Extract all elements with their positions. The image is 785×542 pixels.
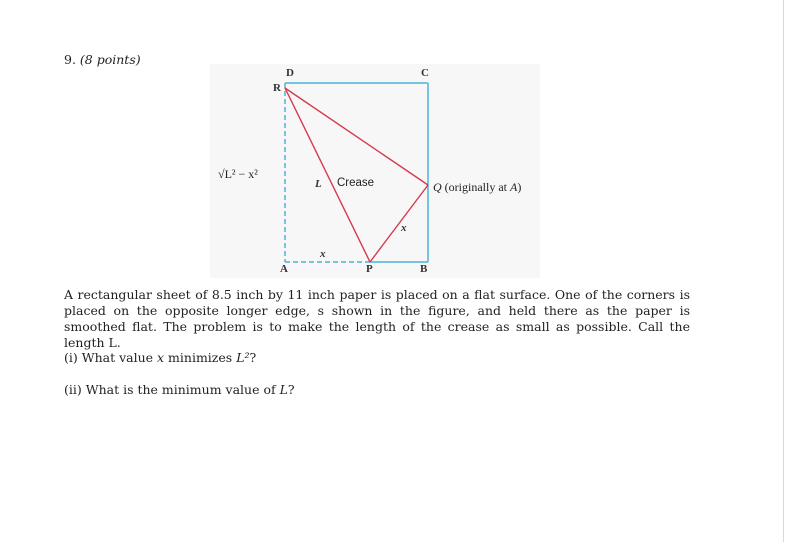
label-D: D — [286, 67, 294, 79]
label-P: P — [366, 263, 373, 275]
problem-statement: A rectangular sheet of 8.5 inch by 11 inch paper is placed on a flat surface. One of the corners is placed on the opposite longer edge, s shown in the figure, and held there as the paper is smoothed flat. The problem is to make the length of the crease as small as possible. Call the length L. — [64, 287, 690, 350]
q1-suffix: ? — [249, 350, 257, 365]
figure-canvas — [210, 64, 540, 278]
q2-var: L — [279, 382, 288, 397]
q2-prefix: (ii) What is the minimum value of — [64, 382, 280, 397]
q-note: (originally at — [444, 180, 507, 194]
q-letter: Q — [433, 180, 442, 194]
question-1 — [64, 350, 256, 365]
problem-points: (8 points) — [79, 52, 141, 67]
label-C: C — [421, 67, 429, 79]
label-A: A — [280, 263, 288, 275]
label-x-bottom: x — [320, 248, 326, 260]
q-label — [433, 180, 521, 195]
problem-header — [64, 52, 141, 67]
label-L: L — [315, 178, 322, 190]
q1-prefix: (i) What value — [64, 350, 158, 365]
problem-number: 9. — [64, 52, 76, 67]
q2-suffix: ? — [287, 382, 295, 397]
folded-paper-figure — [210, 64, 540, 278]
label-x-slant: x — [401, 222, 407, 234]
label-R: R — [273, 82, 281, 94]
q1-mid: minimizes — [164, 350, 237, 365]
page-edge-rule — [783, 0, 784, 542]
figure-background — [210, 64, 540, 278]
crease-label: Crease — [337, 177, 375, 189]
sqrt-expression-label: √L² − x² — [218, 167, 258, 181]
q-note-close: ) — [517, 180, 522, 194]
label-B: B — [420, 263, 428, 275]
q-note-A: A — [510, 180, 518, 194]
q1-expr: L² — [236, 350, 250, 365]
q1-var: x — [157, 350, 165, 365]
question-2 — [64, 382, 295, 397]
